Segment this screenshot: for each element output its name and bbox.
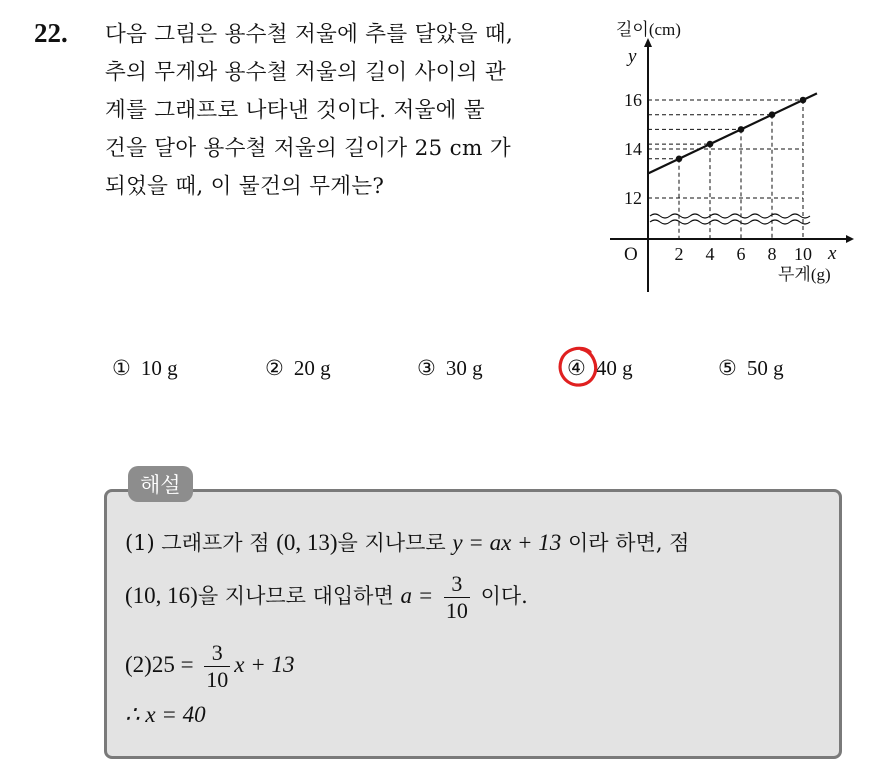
fraction-numerator: 3 bbox=[211, 640, 223, 665]
solution-text: 이라 하면, 점 bbox=[568, 531, 690, 555]
choice-number: ⑤ bbox=[718, 356, 737, 380]
y-tick-label-14: 14 bbox=[624, 139, 642, 159]
x-axis-title: 무게(g) bbox=[778, 265, 831, 284]
question-line-4: 건을 달아 용수철 저울의 길이가 25 cm 가 bbox=[105, 136, 511, 161]
final-answer: ∴ x = 40 bbox=[125, 702, 206, 727]
question-line-1: 다음 그림은 용수철 저울에 추를 달았을 때, bbox=[105, 22, 514, 47]
fraction-3-10 bbox=[204, 640, 230, 693]
choice-number: ④ bbox=[567, 356, 586, 380]
choice-text: 10 g bbox=[140, 356, 178, 380]
solution-text: 을 지나므로 대입하면 bbox=[197, 584, 394, 608]
x-tick-label-10: 10 bbox=[794, 244, 812, 264]
solution-text: 을 지나므로 bbox=[337, 531, 446, 555]
equation-start: (2)25 = bbox=[125, 652, 194, 677]
equation-a: a = bbox=[400, 583, 434, 608]
choice-text: 50 g bbox=[746, 356, 784, 380]
fraction-3-10 bbox=[444, 571, 470, 624]
choice-5[interactable] bbox=[718, 350, 784, 386]
data-point-2 bbox=[676, 156, 683, 163]
point-10-16: (10, 16) bbox=[125, 583, 198, 608]
choice-text: 40 g bbox=[595, 356, 633, 380]
y-tick-label-12: 12 bbox=[624, 188, 642, 208]
choice-text: 20 g bbox=[293, 356, 331, 380]
data-point-4 bbox=[707, 141, 714, 148]
y-axis-arrow bbox=[644, 38, 652, 47]
equation-line: y = ax + 13 bbox=[452, 530, 562, 555]
origin-label: O bbox=[624, 244, 638, 265]
question-line-5: 되었을 때, 이 물건의 무게는? bbox=[105, 174, 385, 199]
axis-break-marks bbox=[650, 214, 810, 224]
y-axis-title: 길이(cm) bbox=[616, 20, 681, 39]
choice-text: 30 g bbox=[445, 356, 483, 380]
data-line bbox=[648, 93, 817, 173]
data-point-10 bbox=[800, 97, 807, 104]
answer-choices bbox=[0, 350, 884, 390]
choice-number: ① bbox=[112, 356, 131, 380]
spring-graph bbox=[598, 10, 868, 300]
data-point-8 bbox=[769, 111, 776, 118]
x-tick-label-4: 4 bbox=[705, 244, 715, 264]
equation-end: x + 13 bbox=[234, 652, 295, 677]
fraction-numerator: 3 bbox=[451, 571, 463, 596]
x-tick-label-2: 2 bbox=[674, 244, 684, 264]
fraction-denominator: 10 bbox=[206, 667, 229, 692]
question-number: 22. bbox=[34, 18, 68, 48]
x-tick-label-8: 8 bbox=[767, 244, 777, 264]
y-tick-label-16: 16 bbox=[624, 90, 642, 110]
x-tick-label-6: 6 bbox=[736, 244, 746, 264]
choice-1[interactable] bbox=[112, 350, 178, 386]
solution-tag: 해설 bbox=[128, 466, 193, 502]
choice-number: ② bbox=[265, 356, 284, 380]
solution-line-4 bbox=[125, 702, 206, 728]
choice-number: ③ bbox=[417, 356, 436, 380]
x-axis-arrow bbox=[846, 235, 854, 243]
data-point-6 bbox=[738, 126, 745, 133]
x-axis-symbol: x bbox=[828, 243, 837, 264]
solution-text: 이다. bbox=[480, 584, 528, 608]
y-axis-symbol: y bbox=[628, 46, 637, 67]
solution-line-3 bbox=[125, 640, 294, 693]
question-line-2: 추의 무게와 용수철 저울의 길이 사이의 관 bbox=[105, 60, 506, 85]
question-text bbox=[105, 16, 585, 206]
choice-4[interactable] bbox=[567, 350, 633, 386]
solution-text: (1) 그래프가 점 bbox=[125, 531, 270, 555]
choice-3[interactable] bbox=[417, 350, 483, 386]
point-0-13: (0, 13) bbox=[276, 530, 338, 555]
fraction-denominator: 10 bbox=[445, 598, 468, 623]
question-line-3: 계를 그래프로 나타낸 것이다. 저울에 물 bbox=[105, 98, 485, 123]
solution-line-2 bbox=[125, 571, 528, 624]
choice-2[interactable] bbox=[265, 350, 331, 386]
solution-line-1 bbox=[125, 527, 689, 557]
